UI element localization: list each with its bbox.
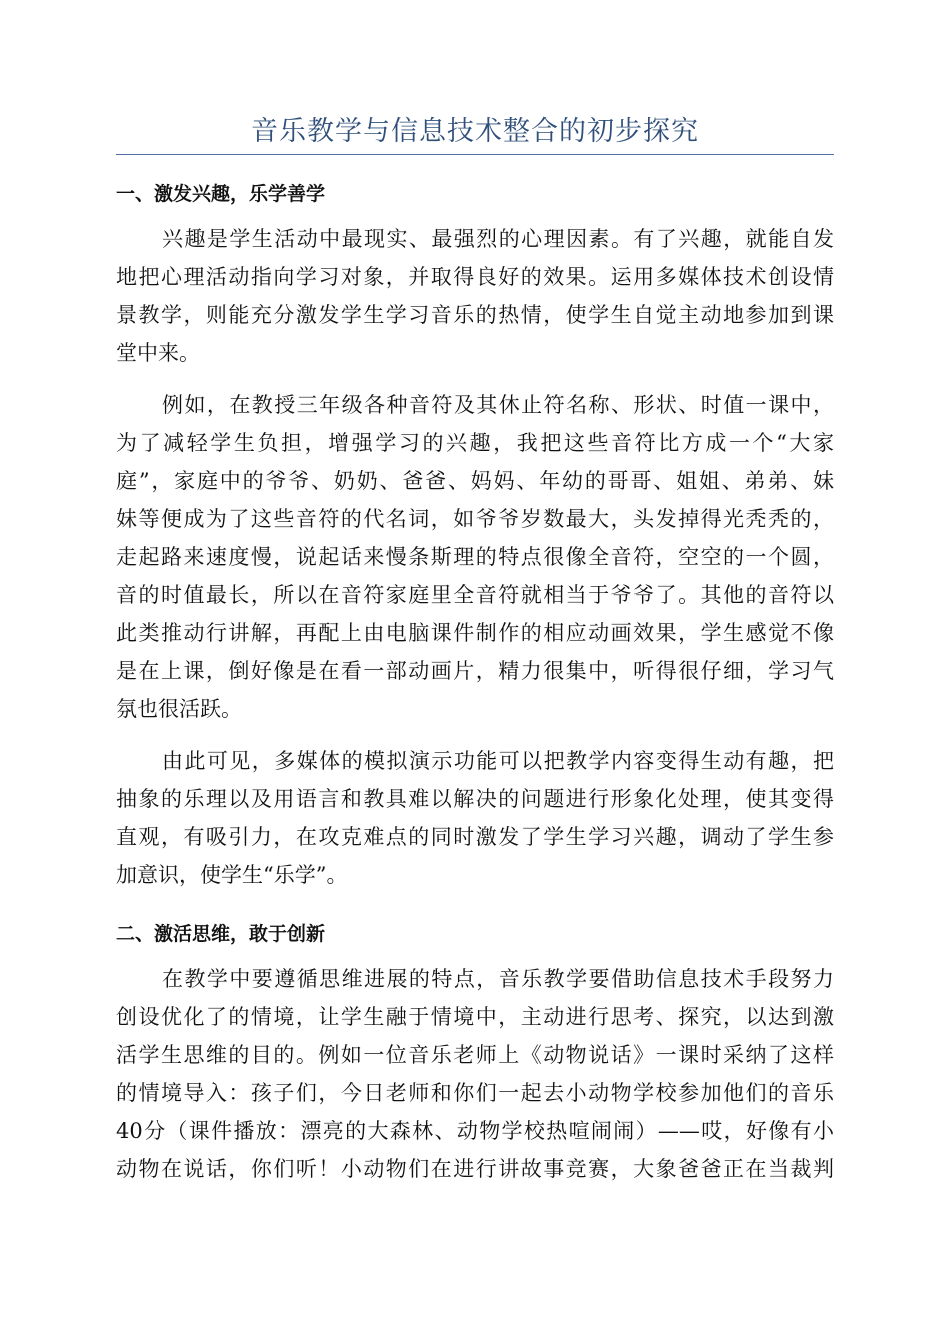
paragraph-2-1 [116,960,834,1188]
text-line: 40分（课件播放：漂亮的大森林、动物学校热喧闹闹）——哎，好像有小 [116,1119,834,1143]
text-line: 创设优化了的情境，让学生融于情境中，主动进行思考、探究，以达到激 [116,1005,834,1029]
text-line: 动物在说话，你们听！小动物们在进行讲故事竞赛，大象爸爸正在当裁判 [116,1157,834,1181]
section-heading-2: 二、激活思维，敢于创新 [116,923,326,945]
document-title: 音乐教学与信息技术整合的初步探究 [251,116,699,147]
text-line: 音的时值最长，所以在音符家庭里全音符就相当于爷爷了。其他的音符以 [116,583,834,607]
text-line: 的情境导入：孩子们，今日老师和你们一起去小动物学校参加他们的音乐 [116,1081,834,1105]
text-line: 此类推动行讲解，再配上由电脑课件制作的相应动画效果，学生感觉不像 [116,621,834,645]
text-line: 在教学中要遵循思维进展的特点，音乐教学要借助信息技术手段努力 [162,967,834,991]
text-line: 堂中来。 [116,341,200,365]
text-line: 走起路来速度慢，说起话来慢条斯理的特点很像全音符，空空的一个圆， [116,545,834,569]
text-line: 兴趣是学生活动中最现实、最强烈的心理因素。有了兴趣，就能自发 [162,227,834,251]
text-line: 为了减轻学生负担，增强学习的兴趣，我把这些音符比方成一个“大家 [116,431,834,455]
text-line: 直观，有吸引力，在攻克难点的同时激发了学生学习兴趣，调动了学生参 [116,825,834,849]
document-body [116,168,834,1202]
text-line: 氛也很活跃。 [116,697,242,721]
paragraph-1-3 [116,742,834,894]
text-line: 活学生思维的目的。例如一位音乐老师上《动物说话》一课时采纳了这样 [116,1043,834,1067]
section-heading-1: 一、激发兴趣，乐学善学 [116,183,326,205]
text-line: 抽象的乐理以及用语言和教具难以解决的问题进行形象化处理，使其变得 [116,787,834,811]
paragraph-1-2 [116,386,834,728]
text-line: 加意识，使学生“乐学”。 [116,863,348,887]
text-line: 景教学，则能充分激发学生学习音乐的热情，使学生自觉主动地参加到课 [116,303,834,327]
title-underline [116,154,834,155]
text-line: 由此可见，多媒体的模拟演示功能可以把教学内容变得生动有趣，把 [162,749,834,773]
paragraph-1-1 [116,220,834,372]
text-line: 例如，在教授三年级各种音符及其休止符名称、形状、时值一课中， [162,393,834,417]
text-line: 地把心理活动指向学习对象，并取得良好的效果。运用多媒体技术创设情 [116,265,834,289]
text-line: 妹等便成为了这些音符的代名词，如爷爷岁数最大，头发掉得光秃秃的， [116,507,834,531]
document-page [116,0,834,1344]
text-line: 是在上课，倒好像是在看一部动画片，精力很集中，听得很仔细，学习气 [116,659,834,683]
text-line: 庭”，家庭中的爷爷、奶奶、爸爸、妈妈、年幼的哥哥、姐姐、弟弟、妹 [116,469,834,493]
